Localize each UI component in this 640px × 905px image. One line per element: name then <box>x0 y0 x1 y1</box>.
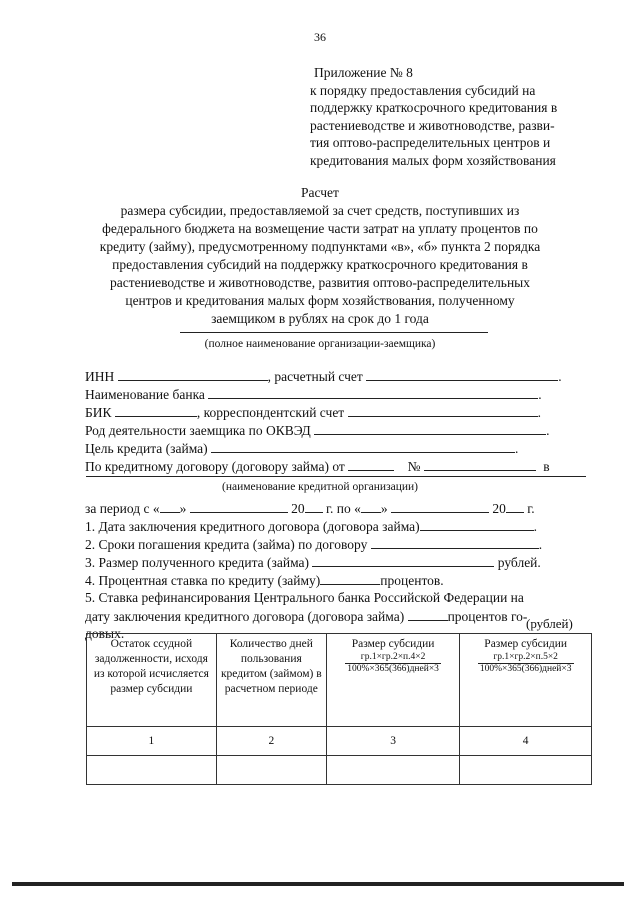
period-quote: » <box>179 501 187 516</box>
header-days: Количество дней пользования кредитом (займом) в расчетном периоде <box>216 634 326 727</box>
appendix-line: к порядку предоставления субсидий на <box>310 82 536 98</box>
period-to-label: г. по « <box>326 501 361 516</box>
appendix-line: поддержку краткосрочного кредитования в <box>310 100 558 115</box>
period-row <box>85 500 535 517</box>
item-5-cont <box>85 608 527 625</box>
col-number: 3 <box>326 727 459 756</box>
heading-line: размера субсидии, предоставляемой за счет средств, поступивших из <box>120 203 520 218</box>
account-label: , расчетный счет <box>267 369 363 384</box>
col-number: 4 <box>460 727 592 756</box>
item-4 <box>85 572 444 589</box>
item-4-label: 4. Процентная ставка по кредиту (займу) <box>85 573 321 588</box>
col-number: 1 <box>87 727 217 756</box>
contract-v-label: в <box>543 459 550 474</box>
purpose-field[interactable] <box>211 440 515 453</box>
period-day-from-field[interactable] <box>160 500 180 513</box>
heading-line: предоставления субсидий на поддержку краткосрочного кредитования в <box>112 257 528 272</box>
inn-label: ИНН <box>85 369 115 384</box>
heading-line: центров и кредитования малых форм хозяйствования, полученному <box>125 293 515 308</box>
period-month-to-field[interactable] <box>391 500 489 513</box>
appendix-line: растениеводстве и животноводстве, разви- <box>310 117 555 133</box>
item-3-suffix: рублей. <box>497 555 541 570</box>
contract-row <box>85 458 550 475</box>
units-label: (рублей) <box>526 616 573 631</box>
item-2-label: 2. Сроки погашения кредита (займа) по договору <box>85 537 368 552</box>
item-3 <box>85 554 541 571</box>
period-day-to-field[interactable] <box>361 500 381 513</box>
period-month-from-field[interactable] <box>190 500 288 513</box>
account-field[interactable] <box>366 368 558 381</box>
header-subsidy-2-label: Размер субсидии <box>484 638 568 650</box>
item-5-end: довых. <box>85 626 125 641</box>
period-year-to-field[interactable] <box>506 500 524 513</box>
item-1: 1. Дата заключения кредитного договора (договора займа) . <box>85 519 538 534</box>
bik-field[interactable] <box>115 404 197 417</box>
inn-field[interactable] <box>118 368 268 381</box>
formula-1-num: гр.1×гр.2×п.4×2 <box>345 652 441 664</box>
table-number-row <box>87 727 592 756</box>
period-year-label: 20 <box>492 501 506 516</box>
contract-date-field[interactable] <box>348 458 394 471</box>
okved-field[interactable] <box>314 422 546 435</box>
item-2: 2. Сроки погашения кредита (займа) по договору . <box>85 537 543 552</box>
bottom-border <box>12 882 624 886</box>
bank-field[interactable] <box>208 386 538 399</box>
inn-row: ИНН , расчетный счет . <box>85 369 562 384</box>
item-1-field[interactable] <box>420 518 534 531</box>
item-5-label-cont: дату заключения кредитного договора (договора займа) <box>85 609 405 624</box>
bik-label: БИК <box>85 405 112 420</box>
contract-label: По кредитному договору (договору займа) от <box>85 459 345 474</box>
item-5 <box>85 590 524 606</box>
item-4-field[interactable] <box>320 572 380 585</box>
bank-row: Наименование банка . <box>85 387 542 402</box>
contract-no-label: № <box>407 459 421 474</box>
cell-subsidy-1[interactable] <box>326 756 459 785</box>
okved-label: Род деятельности заемщика по ОКВЭД <box>85 423 311 438</box>
item-2-field[interactable] <box>371 536 539 549</box>
purpose-row: Цель кредита (займа) . <box>85 441 519 456</box>
heading-line: федерального бюджета на возмещение части затрат на уплату процентов по <box>102 221 538 236</box>
col-number: 2 <box>216 727 326 756</box>
item-5-suffix: процентов го- <box>447 609 528 624</box>
period-from-label: за период с « <box>85 501 160 516</box>
header-balance: Остаток ссудной задолженности, исходя из которой исчисляется размер субсидии <box>87 634 217 727</box>
header-subsidy-2 <box>460 634 592 727</box>
period-year-label: 20 <box>291 501 305 516</box>
item-5-field[interactable] <box>408 608 448 621</box>
formula-1 <box>345 652 441 675</box>
period-g-label: г. <box>527 501 535 516</box>
item-4-suffix: процентов. <box>380 573 444 588</box>
item-3-field[interactable] <box>312 554 494 567</box>
period-year-from-field[interactable] <box>305 500 323 513</box>
cell-balance[interactable] <box>87 756 217 785</box>
cell-subsidy-2[interactable] <box>460 756 592 785</box>
formula-2-den: 100%×365(366)дней×3 <box>479 664 572 674</box>
formula-2-num: гр.1×гр.2×п.5×2 <box>478 652 574 664</box>
appendix-block <box>310 64 590 169</box>
bik-row: БИК , корреспондентский счет . <box>85 405 541 420</box>
contract-no-field[interactable] <box>424 458 536 471</box>
org-name-line[interactable] <box>180 332 488 333</box>
credit-org-line[interactable] <box>86 476 586 477</box>
corr-label: , корреспондентский счет <box>196 405 345 420</box>
item-1-label: 1. Дата заключения кредитного договора (договора займа) <box>85 519 420 534</box>
header-subsidy-1 <box>326 634 459 727</box>
heading-line: заемщиком в рублях на срок до 1 года <box>211 311 429 326</box>
appendix-title: Приложение № 8 <box>314 65 413 80</box>
period-quote: » <box>380 501 388 516</box>
heading-line: кредиту (займу), предусмотренному подпунктами «в», «б» пункта 2 порядка <box>99 239 541 254</box>
org-caption: (полное наименование организации-заемщика) <box>204 338 436 350</box>
item-3-label: 3. Размер полученного кредита (займа) <box>85 555 310 570</box>
cell-days[interactable] <box>216 756 326 785</box>
credit-org-caption: (наименование кредитной организации) <box>221 481 419 493</box>
formula-2 <box>478 652 574 675</box>
purpose-label: Цель кредита (займа) <box>85 441 208 456</box>
subsidy-table <box>86 633 592 785</box>
heading-line: растениеводстве и животноводстве, развития оптово-распределительных <box>110 275 530 290</box>
table-header-row <box>87 634 592 727</box>
okved-row: Род деятельности заемщика по ОКВЭД . <box>85 423 550 438</box>
table-data-row <box>87 756 592 785</box>
formula-1-den: 100%×365(366)дней×3 <box>347 664 439 674</box>
corr-field[interactable] <box>348 404 538 417</box>
calc-title: Расчет <box>301 185 339 200</box>
appendix-line: кредитования малых форм хозяйствования <box>310 152 556 168</box>
bank-label: Наименование банка <box>85 387 205 402</box>
page-number: 36 <box>314 30 326 44</box>
header-subsidy-1-label: Размер субсидии <box>351 638 435 650</box>
item-5-label: 5. Ставка рефинансирования Центрального банка Российской Федерации на <box>85 590 524 605</box>
appendix-line: тия оптово-распределительных центров и <box>310 135 551 150</box>
